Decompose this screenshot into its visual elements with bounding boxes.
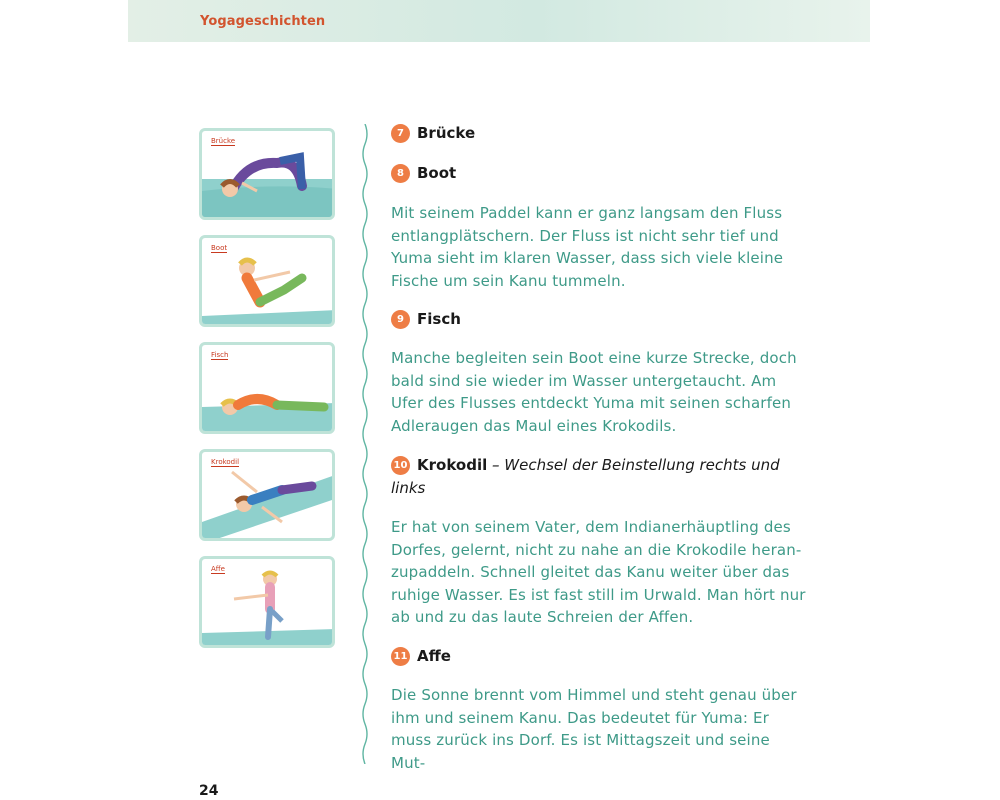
pose-card-boat <box>199 235 335 327</box>
story-paragraph <box>391 202 806 292</box>
pose-card-bridge <box>199 128 335 220</box>
pose-card-fish <box>199 342 335 434</box>
story-paragraph <box>391 347 806 437</box>
pose-heading <box>391 454 780 476</box>
text-line: Fische um sein Kanu tummeln. <box>391 271 626 290</box>
pose-number-badge: 8 <box>391 164 410 183</box>
text-line: entlangplätschern. Der Fluss ist nicht sehr tief und <box>391 226 779 245</box>
story-paragraph <box>391 684 806 774</box>
pose-name: Fisch <box>417 310 461 328</box>
story-paragraph <box>391 516 806 629</box>
pose-note-continued <box>391 477 425 499</box>
pose-heading <box>391 308 461 330</box>
text-line: zupaddeln. Schnell gleitet das Kanu weiter über das <box>391 563 790 581</box>
text-line: Yuma sieht im klaren Wasser, dass sich viele kleine <box>391 249 784 267</box>
chapter-title: Yogageschichten <box>200 14 326 29</box>
card-label: Boot <box>211 244 228 252</box>
pose-note: Wechsel der Beinstellung rechts und <box>504 456 780 474</box>
text-line: muss zurück ins Dorf. Es ist Mittagszeit und seine Mut- <box>391 731 770 772</box>
text-line: Mit seinem Paddel kann er ganz langsam den Fluss <box>391 204 783 222</box>
pose-name: Krokodil <box>417 456 488 474</box>
text-line: ruhige Wasser. Es ist fast still im Urwald. Man hört nur <box>391 585 806 604</box>
page-number: 24 <box>199 783 219 799</box>
pose-number-badge: 10 <box>391 456 410 475</box>
pose-heading <box>391 645 451 667</box>
pose-heading <box>391 122 475 144</box>
wavy-divider <box>358 124 372 764</box>
text-line: Die Sonne brennt vom Himmel und steht genau über <box>391 686 797 704</box>
pose-number-badge: 7 <box>391 124 410 143</box>
text-line: ihm und seinem Kanu. Das bedeutet für Yuma: Er <box>391 708 769 727</box>
pose-name: Brücke <box>417 124 476 142</box>
card-label: Brücke <box>211 137 236 145</box>
pose-card-monkey <box>199 556 335 648</box>
card-label: Krokodil <box>211 458 240 466</box>
card-label: Affe <box>211 565 225 573</box>
text-line: ab und zu das laute Schreien der Affen. <box>391 608 694 626</box>
pose-card-crocodile <box>199 449 335 541</box>
pose-number-badge: 11 <box>391 647 410 666</box>
text-line: Er hat von seinem Vater, dem Indianerhäuptling des <box>391 518 791 536</box>
card-label: Fisch <box>211 351 229 359</box>
pose-name: Affe <box>417 647 451 665</box>
pose-heading <box>391 162 456 184</box>
pose-note: links <box>391 479 426 497</box>
text-line: Ufer des Flusses entdeckt Yuma mit seinen scharfen <box>391 394 792 412</box>
text-line: bald sind sie wieder im Wasser untergetaucht. Am <box>391 371 777 390</box>
pose-number-badge: 9 <box>391 310 410 329</box>
pose-dash: – <box>487 456 505 474</box>
text-line: Manche begleiten sein Boot eine kurze Strecke, doch <box>391 349 797 367</box>
text-line: Adleraugen das Maul eines Krokodils. <box>391 416 677 435</box>
text-line: Dorfes, gelernt, nicht zu nahe an die Krokodile heran- <box>391 540 802 559</box>
pose-name: Boot <box>417 164 457 182</box>
